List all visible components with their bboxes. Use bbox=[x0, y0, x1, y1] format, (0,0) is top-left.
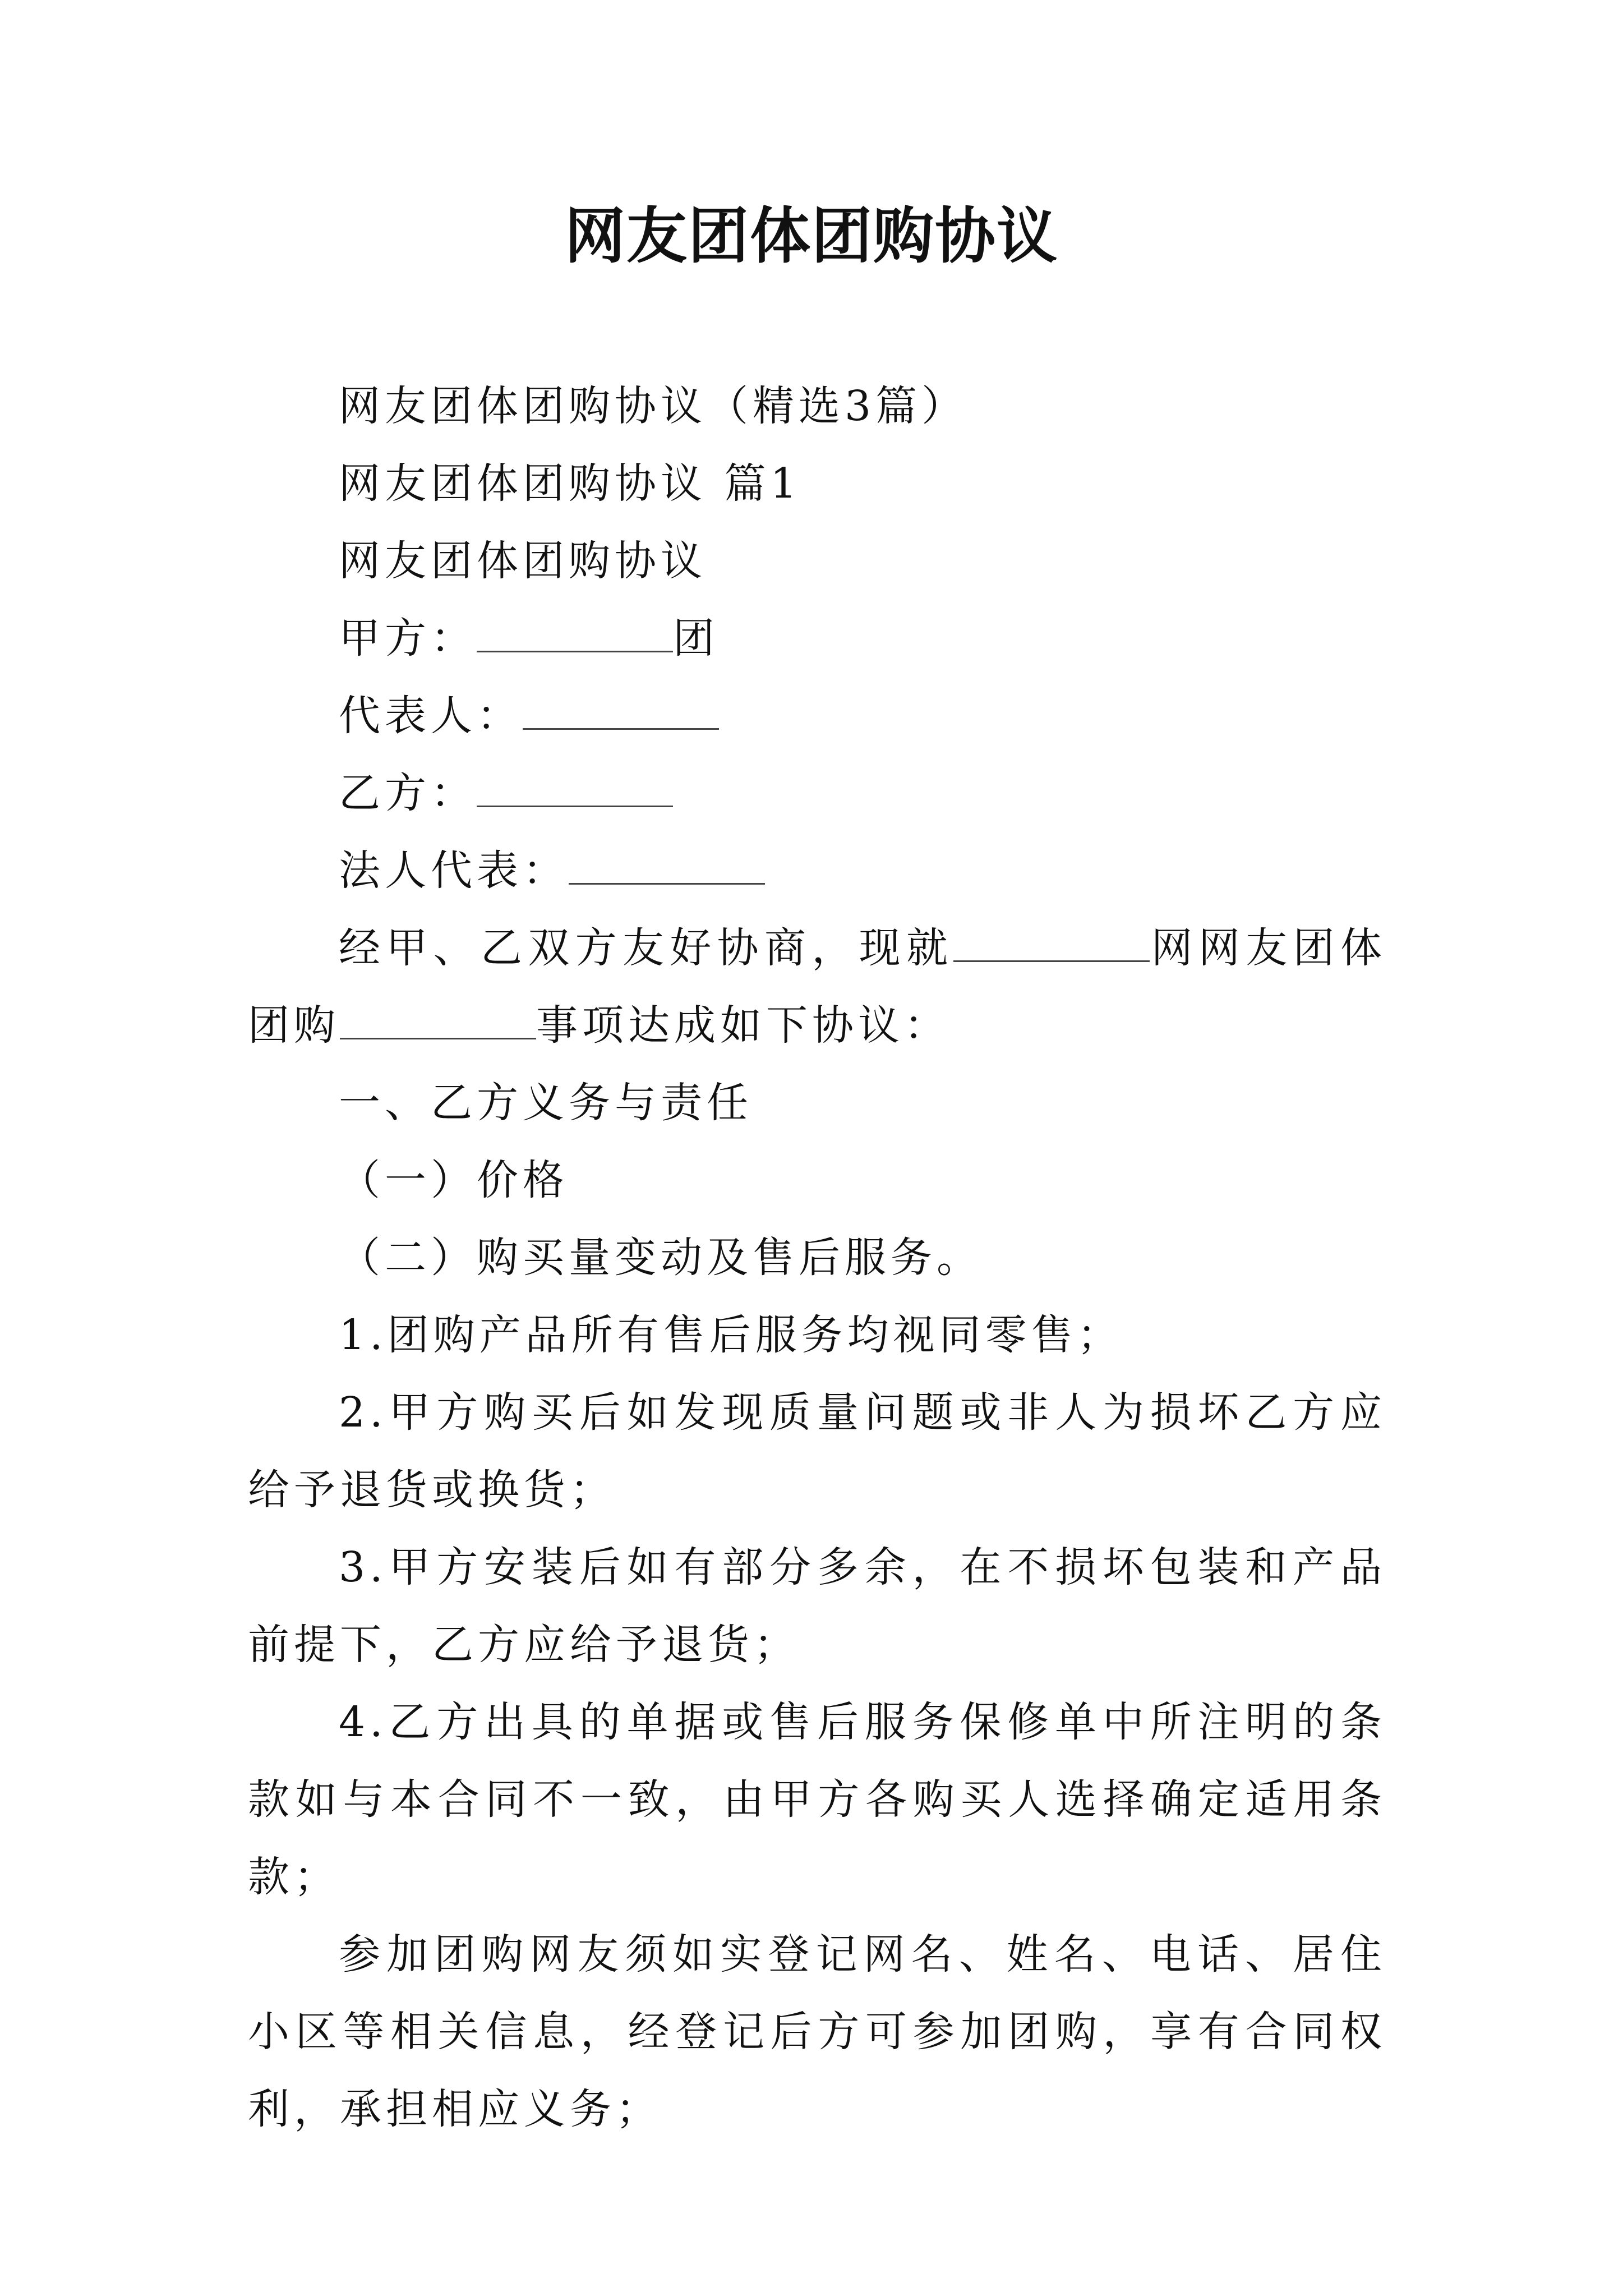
document-title: 网友团体团购协议 bbox=[564, 201, 1058, 272]
document-body bbox=[248, 367, 1386, 2148]
intro-text-1: 经甲、乙双方友好协商，现就 bbox=[339, 924, 954, 972]
section-1-heading: 一、乙方义务与责任 bbox=[339, 1079, 753, 1127]
intro-blank-2 bbox=[340, 1003, 536, 1039]
intro-text-3: 事项达成如下协议： bbox=[536, 1001, 950, 1050]
legal-rep-blank bbox=[569, 848, 765, 885]
paragraph-subtitle: 网友团体团购协议（精选3篇） bbox=[339, 382, 968, 430]
party-b-label: 乙方： bbox=[339, 769, 477, 817]
party-a-blank bbox=[477, 616, 673, 652]
party-b-blank bbox=[477, 771, 673, 807]
clause-2: 2.甲方购买后如发现质量问题或非人为损坏乙方应给予退货或换货； bbox=[248, 1388, 1386, 1514]
item-2: （二）购买量变动及售后服务。 bbox=[339, 1234, 983, 1282]
clause-1: 1.团购产品所有售后服务均视同零售； bbox=[339, 1311, 1123, 1359]
intro-paragraph bbox=[248, 909, 1386, 1064]
clause-5: 参加团购网友须如实登记网名、姓名、电话、居住小区等相关信息，经登记后方可参加团购，享有合同权利，承担相应义务； bbox=[248, 1930, 1386, 2133]
item-1: （一）价格 bbox=[339, 1156, 569, 1204]
party-a-line bbox=[248, 600, 1386, 677]
intro-blank-1 bbox=[953, 926, 1150, 962]
intro-text-2: 网网友团体团购 bbox=[248, 924, 1387, 1050]
party-a-label: 甲方： bbox=[339, 614, 477, 662]
representative-line bbox=[248, 677, 1386, 754]
legal-rep-line bbox=[248, 832, 1386, 909]
paragraph-agreement-title: 网友团体团购协议 bbox=[339, 537, 707, 585]
party-b-line bbox=[248, 754, 1386, 832]
clause-3: 3.甲方安装后如有部分多余，在不损坏包装和产品前提下，乙方应给予退货； bbox=[248, 1543, 1386, 1669]
representative-label: 代表人： bbox=[339, 692, 523, 740]
party-a-suffix: 团 bbox=[673, 614, 719, 662]
clause-4: 4.乙方出具的单据或售后服务保修单中所注明的条款如与本合同不一致，由甲方各购买人选择确定适用条款； bbox=[248, 1698, 1386, 1901]
paragraph-section-heading: 网友团体团购协议 篇1 bbox=[339, 459, 801, 508]
legal-rep-label: 法人代表： bbox=[339, 846, 569, 895]
representative-blank bbox=[523, 693, 719, 730]
